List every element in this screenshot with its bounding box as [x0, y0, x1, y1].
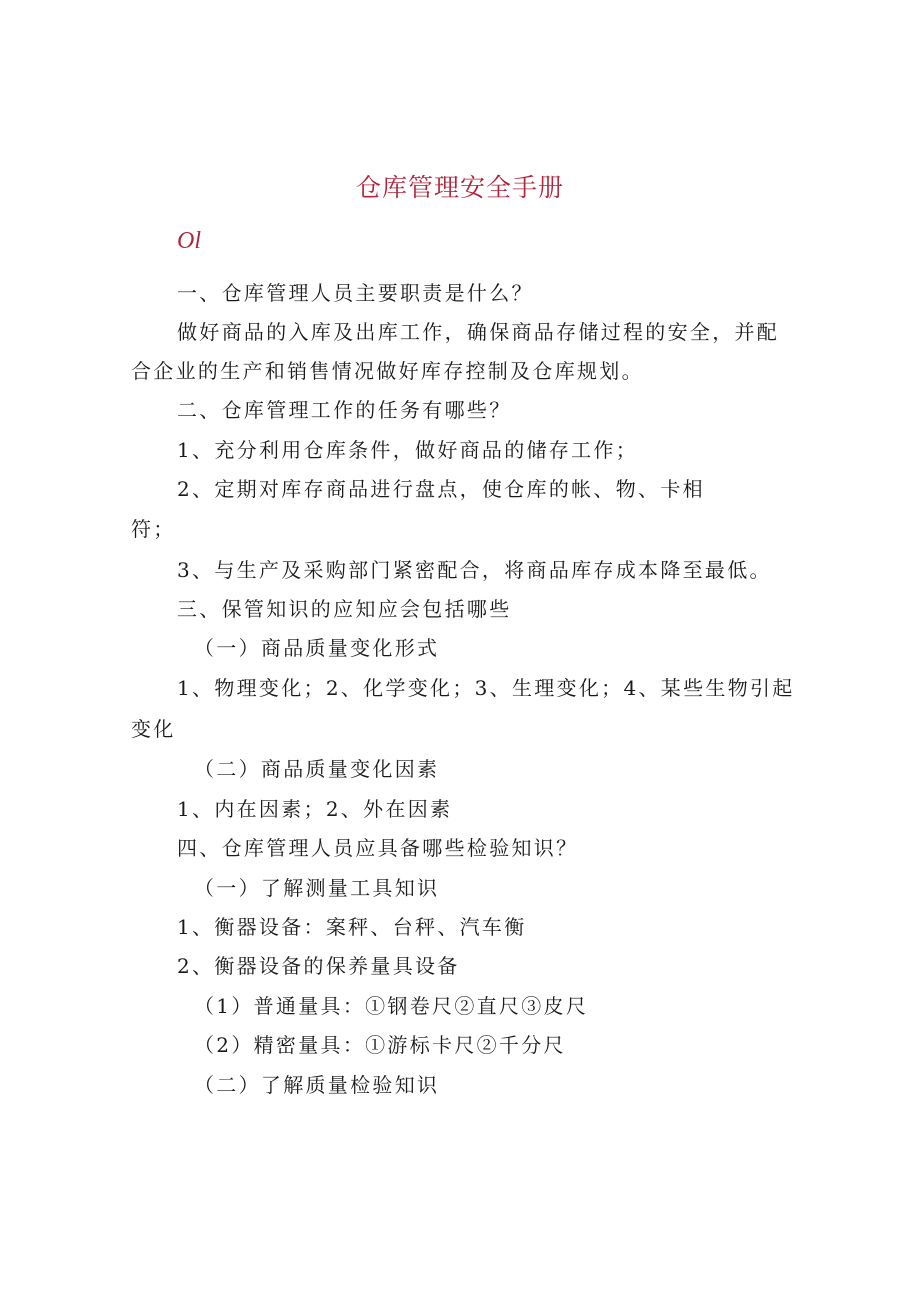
section-mark: Ol [177, 228, 201, 254]
list-item: 1、内在因素；2、外在因素 [177, 797, 453, 821]
heading-3: 三、保管知识的应知应会包括哪些 [177, 597, 512, 621]
heading-1: 一、仓库管理人员主要职责是什么？ [177, 281, 534, 305]
sub-list-item: （2）精密量具：①游标卡尺②千分尺 [194, 1033, 566, 1057]
subheading: （二）了解质量检验知识 [194, 1073, 440, 1097]
list-item: 3、与生产及采购部门紧密配合，将商品库存成本降至最低。 [177, 558, 772, 582]
paragraph-line: 做好商品的入库及出库工作，确保商品存储过程的安全，并配 [177, 320, 780, 344]
subheading: （一）商品质量变化形式 [194, 636, 440, 660]
sub-list-item: （1）普通量具：①钢卷尺②直尺③皮尺 [194, 994, 589, 1018]
paragraph-line: 合企业的生产和销售情况做好库存控制及仓库规划。 [131, 359, 644, 383]
subheading: （二）商品质量变化因素 [194, 757, 440, 781]
document-title: 仓库管理安全手册 [355, 173, 564, 202]
list-item: 2、衡器设备的保养量具设备 [177, 954, 460, 978]
heading-4: 四、仓库管理人员应具备哪些检验知识？ [177, 836, 579, 860]
list-item: 1、衡器设备：案秤、台秤、汽车衡 [177, 915, 527, 939]
list-item-continuation: 符； [131, 517, 176, 541]
list-item: 1、充分利用仓库条件，做好商品的储存工作； [177, 438, 639, 462]
subheading: （一）了解测量工具知识 [194, 876, 440, 900]
heading-2: 二、仓库管理工作的任务有哪些？ [177, 398, 512, 422]
list-item: 1、物理变化；2、化学变化；3、生理变化；4、某些生物引起 [177, 676, 795, 700]
list-item-continuation: 变化 [131, 717, 176, 741]
list-item: 2、定期对库存商品进行盘点，使仓库的帐、物、卡相 [177, 477, 705, 501]
